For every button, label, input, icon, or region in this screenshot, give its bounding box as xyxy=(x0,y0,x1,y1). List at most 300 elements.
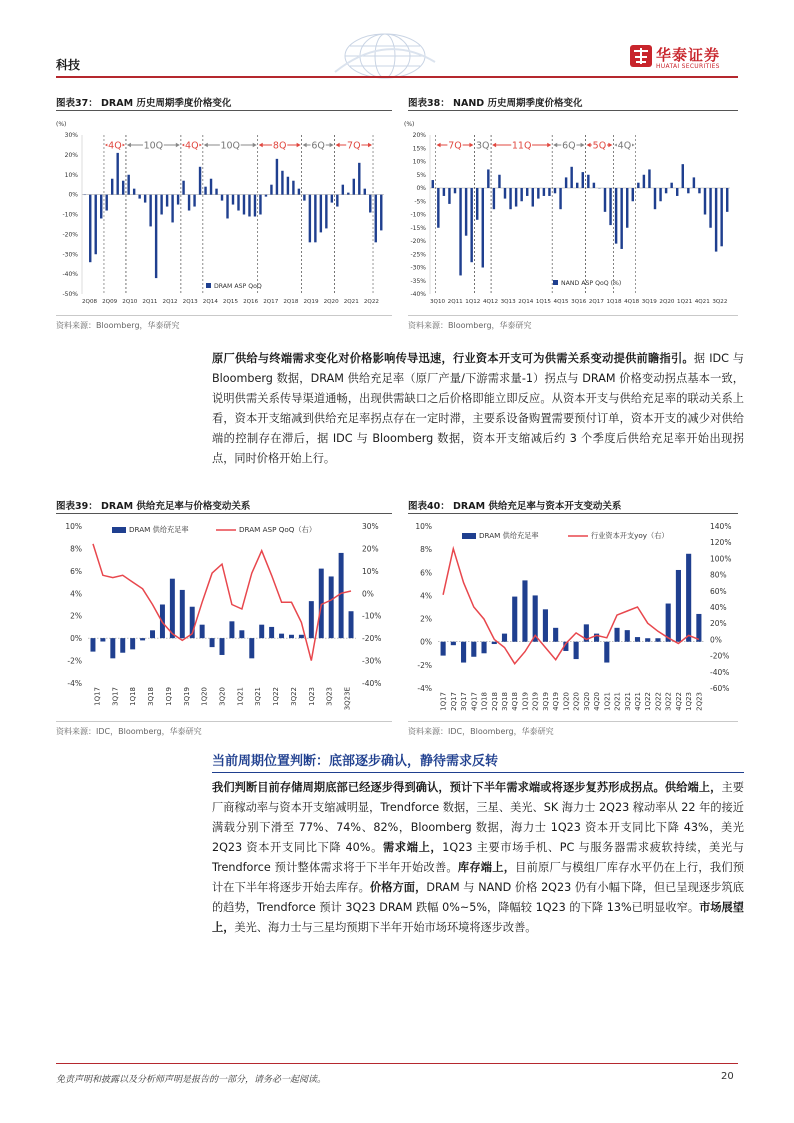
legend-label-bars: DRAM 供给充足率 xyxy=(129,525,189,534)
x-tick-label: 1Q18 xyxy=(480,692,489,711)
x-tick-label: 4Q18 xyxy=(624,299,640,305)
x-tick-label: 3Q19 xyxy=(541,692,550,711)
x-tick-label: 4Q21 xyxy=(634,692,642,711)
supply-ratio-bar xyxy=(492,642,497,644)
fig38-chart xyxy=(404,113,738,313)
y-tick-label: -40% xyxy=(410,291,426,298)
price-bar xyxy=(111,179,113,195)
price-bar xyxy=(336,195,338,207)
price-bar xyxy=(210,179,212,195)
x-tick-label: 4Q12 xyxy=(482,299,499,305)
x-tick-label: 2Q20 xyxy=(659,299,675,305)
left-y-tick-label: 10% xyxy=(415,522,432,531)
supply-ratio-bar xyxy=(574,642,579,659)
x-tick-label: 2Q18 xyxy=(283,299,299,305)
fig38-svg xyxy=(404,113,738,313)
cycle-label: 7Q xyxy=(347,140,361,152)
left-y-tick-label: 4% xyxy=(70,589,82,599)
y-tick-label: 20% xyxy=(64,151,78,159)
supply-ratio-bar xyxy=(170,579,175,638)
fig39-svg xyxy=(56,516,392,719)
cycle-label: 7Q xyxy=(448,140,462,152)
x-tick-label: 3Q22 xyxy=(664,692,673,711)
supply-ratio-bar xyxy=(210,638,215,647)
price-bar xyxy=(437,188,439,228)
cycle-label: 11Q xyxy=(511,140,532,152)
x-tick-label: 3Q23 xyxy=(325,687,334,706)
price-bar xyxy=(303,195,305,201)
price-bar xyxy=(226,195,228,219)
legend-label-bars: DRAM 供给充足率 xyxy=(479,531,539,540)
price-bar xyxy=(687,188,689,193)
left-y-tick-label: 10% xyxy=(65,522,82,531)
price-bar xyxy=(476,188,478,220)
supply-ratio-bar xyxy=(309,601,314,638)
p1-text: 据 IDC 与 Bloomberg 数据，DRAM 供给充足率（原厂产量/下游需求量-1）拐点与 DRAM 价格变动拐点基本一致，说明供需关系传导渠道通畅，出现供需缺口之后价格即能立即反应。从资本开支与供给充足率的联动关系上看，资本开支缩减到供给充足率拐点存在一定时滞，主要系设备购置需要预付订单，资本开支的减少对供给端的控制存在滞后，据 IDC 与 Bloomberg 数据，资本开支缩减后约 3 个季度后供给充足率开始出现拐点，同时价格开始上行。 xyxy=(212,352,744,465)
header-rule xyxy=(56,76,738,78)
y-tick-label: 30% xyxy=(64,132,78,139)
fig38-title: 图表38： NAND 历史周期季度价格变化 xyxy=(408,98,583,109)
p2-outlook-lead: 市场展望上， xyxy=(212,901,744,934)
price-bar xyxy=(248,195,250,217)
y-tick-label: 0% xyxy=(68,191,78,199)
supply-ratio-bar xyxy=(635,637,640,642)
supply-ratio-bar xyxy=(329,576,334,638)
x-tick-label: 2Q17 xyxy=(263,299,279,305)
legend-swatch-bars xyxy=(112,527,126,533)
x-tick-label: 1Q22 xyxy=(272,687,281,706)
x-tick-label: 2Q23 xyxy=(695,692,704,711)
supply-ratio-bar xyxy=(299,635,304,638)
price-bar xyxy=(369,195,371,213)
price-bar xyxy=(89,195,91,263)
x-tick-label: 3Q18 xyxy=(501,692,509,711)
price-bar xyxy=(504,188,506,199)
x-tick-label: 2Q17 xyxy=(588,299,604,305)
x-tick-label: 4Q22 xyxy=(674,692,683,711)
price-bar xyxy=(620,188,622,249)
supply-ratio-bar xyxy=(90,638,95,651)
x-tick-label: 2Q12 xyxy=(162,299,178,305)
price-bar xyxy=(576,183,578,188)
x-tick-label: 3Q20 xyxy=(218,687,227,706)
fig40-bottom-rule xyxy=(408,721,738,722)
supply-ratio-bar xyxy=(512,597,517,642)
section-heading: 当前周期位置判断：底部逐步确认，静待需求反转 xyxy=(212,754,499,769)
y-tick-label: -20% xyxy=(410,238,426,245)
price-bar xyxy=(515,188,517,207)
x-tick-label: 2Q19 xyxy=(303,299,319,305)
fig38-source: 资料来源：Bloomberg，华泰研究 xyxy=(408,321,532,330)
fig37-chart xyxy=(56,113,392,313)
x-tick-label: 4Q19 xyxy=(552,692,561,711)
supply-ratio-bar xyxy=(130,638,135,649)
supply-ratio-bar xyxy=(686,554,691,642)
cycle-label: 6Q xyxy=(562,140,576,152)
cycle-arrow-head xyxy=(127,143,131,147)
price-bar xyxy=(526,188,528,196)
price-bar xyxy=(454,188,456,193)
price-bar xyxy=(331,195,333,203)
price-bar xyxy=(188,195,190,211)
price-bar xyxy=(487,169,489,188)
y-tick-label: 20% xyxy=(412,132,426,139)
x-tick-label: 2Q22 xyxy=(363,299,379,305)
price-bar xyxy=(559,188,561,209)
right-y-tick-label: 60% xyxy=(710,586,727,596)
y-tick-label: 0% xyxy=(416,185,426,192)
fig39-chart xyxy=(56,516,392,719)
left-y-tick-label: 2% xyxy=(70,611,82,621)
price-bar xyxy=(637,183,639,188)
supply-ratio-bar xyxy=(625,630,630,642)
cycle-label: 10Q xyxy=(143,140,164,152)
x-tick-label: 2Q08 xyxy=(82,299,98,305)
cycle-arrow-head xyxy=(204,143,208,147)
x-tick-label: 2Q10 xyxy=(122,299,138,305)
right-y-tick-label: -20% xyxy=(362,634,382,644)
price-bar xyxy=(243,195,245,215)
p1-lead: 原厂供给与终端需求变化对价格影响传导迅速，行业资本开支可为供需关系变动提供前瞻指引。 xyxy=(212,352,694,365)
legend-label-line: 行业资本开支yoy（右） xyxy=(591,531,669,540)
left-y-tick-label: -2% xyxy=(417,660,432,670)
legend-label: NAND ASP QoQ (%) xyxy=(561,280,622,287)
x-tick-label: 1Q21 xyxy=(603,692,612,711)
x-tick-label: 3Q19 xyxy=(641,299,657,305)
x-tick-label: 2Q20 xyxy=(572,692,581,711)
price-bar xyxy=(314,195,316,243)
right-y-tick-label: 20% xyxy=(710,619,727,629)
body-paragraph-1 xyxy=(212,349,744,489)
price-bar xyxy=(670,183,672,188)
x-tick-label: 2Q19 xyxy=(531,692,540,711)
p2-outlook-text: 美光、海力士与三星均预期下半年开始市场环境将逐步改善。 xyxy=(234,921,537,934)
fig39-source: 资料来源：IDC，Bloomberg，华泰研究 xyxy=(56,727,202,736)
price-bar xyxy=(432,180,434,188)
section-heading-rule xyxy=(212,772,744,773)
supply-ratio-bar xyxy=(220,638,225,655)
left-y-tick-label: -4% xyxy=(417,684,432,693)
right-y-tick-label: 100% xyxy=(710,554,732,564)
x-tick-label: 3Q19 xyxy=(182,687,191,706)
supply-ratio-bar xyxy=(120,638,125,653)
y-tick-label: -15% xyxy=(410,224,426,232)
supply-ratio-bar xyxy=(543,609,548,641)
price-bar xyxy=(259,195,261,215)
x-tick-label: 2Q20 xyxy=(323,299,339,305)
right-y-tick-label: -40% xyxy=(710,667,730,677)
fig37-source: 资料来源：Bloomberg，华泰研究 xyxy=(56,321,180,330)
x-tick-label: 1Q18 xyxy=(129,687,138,706)
price-bar xyxy=(127,175,129,195)
supply-ratio-bar xyxy=(249,638,254,658)
price-bar xyxy=(292,181,294,195)
x-tick-label: 1Q18 xyxy=(606,299,622,305)
cycle-label: 4Q xyxy=(108,140,122,152)
price-bar xyxy=(204,187,206,195)
price-bar xyxy=(698,188,700,193)
disclaimer-note: 免责声明和披露以及分析师声明是报告的一部分，请务必一起阅读。 xyxy=(56,1075,327,1085)
price-bar xyxy=(375,195,377,243)
fig39-bottom-rule xyxy=(56,721,392,722)
right-y-tick-label: -10% xyxy=(362,611,382,621)
right-y-tick-label: -20% xyxy=(710,651,730,661)
price-bar xyxy=(100,195,102,219)
price-bar xyxy=(659,188,661,201)
x-tick-label: 1Q17 xyxy=(93,687,102,706)
price-bar xyxy=(160,195,162,215)
price-bar xyxy=(720,188,722,246)
cycle-label: 4Q xyxy=(617,140,632,152)
x-tick-label: 3Q20 xyxy=(582,692,591,711)
price-bar xyxy=(604,188,606,212)
y-tick-label: -10% xyxy=(410,211,426,219)
supply-ratio-bar xyxy=(471,642,476,657)
left-y-tick-label: 0% xyxy=(420,637,432,647)
price-bar xyxy=(380,195,382,231)
price-bar xyxy=(166,195,168,207)
x-tick-label: 3Q18 xyxy=(147,687,156,706)
price-bar xyxy=(177,195,179,205)
right-y-tick-label: 30% xyxy=(362,522,379,531)
price-bar xyxy=(509,188,511,209)
x-tick-label: 4Q20 xyxy=(593,692,602,711)
right-y-tick-label: 80% xyxy=(710,570,727,580)
price-bar xyxy=(465,188,467,236)
price-bar xyxy=(144,195,146,203)
price-bar xyxy=(199,167,201,195)
price-bar xyxy=(548,188,550,196)
cycle-label: 5Q xyxy=(592,140,607,152)
price-bar xyxy=(443,188,445,196)
supply-ratio-bar xyxy=(451,642,456,645)
supply-ratio-bar xyxy=(339,553,344,638)
price-bar xyxy=(587,175,589,188)
price-bar xyxy=(182,181,184,195)
cycle-arrow-head xyxy=(336,143,340,147)
fig40-top-rule xyxy=(408,513,738,514)
x-tick-label: 1Q20 xyxy=(200,687,209,706)
price-bar xyxy=(704,188,706,215)
x-tick-label: 1Q17 xyxy=(439,692,448,711)
price-bar xyxy=(347,193,349,195)
price-bar xyxy=(554,188,556,193)
x-tick-label: 2Q17 xyxy=(449,692,458,711)
y-tick-label: -50% xyxy=(62,291,78,298)
legend-swatch xyxy=(553,280,558,285)
cycle-arrow-head xyxy=(547,143,551,147)
price-bar xyxy=(493,188,495,209)
legend-swatch xyxy=(206,283,211,288)
cycle-arrow-head xyxy=(259,143,263,147)
price-bar xyxy=(254,195,256,217)
fig37-bottom-rule xyxy=(56,315,392,316)
price-bar xyxy=(543,188,545,196)
x-tick-label: 1Q19 xyxy=(164,687,173,706)
y-unit-label: (%) xyxy=(56,121,67,128)
price-bar xyxy=(122,181,124,195)
cycle-arrow-head xyxy=(492,143,496,147)
price-bar xyxy=(133,189,135,195)
y-tick-label: -40% xyxy=(62,271,78,279)
price-bar xyxy=(325,195,327,229)
price-bar xyxy=(609,188,611,225)
cycle-arrow-head xyxy=(297,143,301,147)
supply-ratio-bar xyxy=(441,642,446,656)
left-y-tick-label: -4% xyxy=(67,679,82,688)
y-tick-label: -10% xyxy=(62,211,78,219)
y-tick-label: -20% xyxy=(62,231,78,239)
price-bar xyxy=(95,195,97,255)
price-bar xyxy=(459,188,461,275)
y-tick-label: 15% xyxy=(412,145,426,153)
price-bar xyxy=(358,163,360,195)
price-bar xyxy=(648,169,650,188)
left-y-tick-label: 0% xyxy=(70,634,82,644)
cycle-label: 4Q xyxy=(185,140,199,152)
page-number: 20 xyxy=(721,1071,734,1082)
x-tick-label: 1Q21 xyxy=(677,299,693,305)
supply-ratio-bar xyxy=(481,642,486,654)
fig37-svg xyxy=(56,113,392,313)
price-bar xyxy=(287,177,289,195)
legend-label-line: DRAM ASP QoQ（右） xyxy=(239,525,317,534)
x-tick-label: 4Q17 xyxy=(470,692,479,711)
p2-demand-lead: 需求端上， xyxy=(382,841,443,854)
x-tick-label: 3Q22 xyxy=(289,687,298,706)
x-tick-label: 2Q11 xyxy=(447,299,463,305)
price-bar xyxy=(632,188,634,201)
cycle-arrow-head xyxy=(469,143,473,147)
price-bar xyxy=(593,183,595,188)
supply-ratio-bar xyxy=(604,642,609,663)
y-tick-label: -35% xyxy=(410,277,426,285)
right-y-tick-label: -30% xyxy=(362,656,382,666)
x-tick-label: 3Q17 xyxy=(111,687,120,706)
y-tick-label: 5% xyxy=(416,171,426,179)
logo-text-cn: 华泰证券 xyxy=(656,46,721,64)
x-tick-label: 3Q17 xyxy=(460,692,469,711)
price-bar xyxy=(643,175,645,188)
price-bar xyxy=(171,195,173,223)
logo-text-en: HUATAI SECURITIES xyxy=(656,63,720,70)
x-tick-label: 2Q18 xyxy=(490,692,499,711)
price-bar xyxy=(232,195,234,205)
price-bar xyxy=(448,188,450,204)
right-y-tick-label: 0% xyxy=(362,589,374,599)
price-bar xyxy=(116,153,118,195)
x-tick-label: 2Q21 xyxy=(613,692,622,711)
supply-ratio-bar xyxy=(200,625,205,638)
cycle-arrow-head xyxy=(253,143,257,147)
p2-price-lead: 价格方面， xyxy=(369,881,427,894)
section-label: 科技 xyxy=(56,58,81,72)
supply-ratio-bar xyxy=(279,634,284,638)
price-bar xyxy=(281,171,283,195)
cycle-arrow-head xyxy=(368,143,372,147)
x-tick-label: 1Q15 xyxy=(535,299,551,305)
p2-demand-text: 1Q23 主要市场手机、PC 与服务器需求疲软持续，美光与 Trendforce 预计整体需求将于下半年开始改善。 xyxy=(212,841,744,874)
price-bar xyxy=(715,188,717,252)
price-bar xyxy=(482,188,484,268)
p2-lead: 我们判断目前存储周期底部已经逐步得到确认，预计下半年需求端或将逐步复苏形成拐点。 xyxy=(212,781,665,794)
supply-ratio-bar xyxy=(269,627,274,638)
price-bar xyxy=(520,188,522,201)
cycle-arrow-head xyxy=(587,143,591,147)
price-bar xyxy=(565,177,567,188)
price-bar xyxy=(654,188,656,209)
x-tick-label: 4Q15 xyxy=(553,299,569,305)
price-bar xyxy=(364,189,366,195)
right-y-tick-label: -40% xyxy=(362,679,382,688)
x-tick-label: 2Q11 xyxy=(142,299,158,305)
price-bar xyxy=(193,195,195,207)
y-tick-label: 10% xyxy=(64,171,78,179)
price-bar xyxy=(298,189,300,195)
right-y-tick-label: 20% xyxy=(362,544,379,554)
supply-ratio-bar xyxy=(502,634,507,642)
supply-ratio-bar xyxy=(289,635,294,638)
price-bar xyxy=(237,195,239,211)
cycle-arrow-head xyxy=(581,143,585,147)
x-tick-label: 3Q10 xyxy=(430,299,446,305)
supply-ratio-bar xyxy=(140,638,145,640)
supply-ratio-bar xyxy=(696,614,701,642)
x-tick-label: 3Q23E xyxy=(343,687,352,711)
fig40-chart xyxy=(408,516,738,719)
supply-ratio-bar xyxy=(349,611,354,638)
fig37-top-rule xyxy=(56,110,392,111)
x-tick-label: 4Q21 xyxy=(694,299,710,305)
footer-rule xyxy=(56,1063,738,1064)
x-tick-label: 2Q13 xyxy=(182,299,198,305)
price-bar xyxy=(615,188,617,244)
x-tick-label: 2Q15 xyxy=(222,299,239,305)
price-bar xyxy=(276,159,278,195)
x-tick-label: 3Q16 xyxy=(571,299,587,305)
p2-inventory-text: 目前原厂与模组厂库存水平仍在上行，我们预计在下半年将逐步开始去库存。 xyxy=(212,861,744,894)
right-y-tick-label: 10% xyxy=(362,566,379,576)
fig39-top-rule xyxy=(56,513,392,514)
cycle-arrow-head xyxy=(176,143,180,147)
right-y-tick-label: -60% xyxy=(710,684,730,693)
huatai-logo xyxy=(630,42,738,74)
x-tick-label: 3Q21 xyxy=(254,687,263,706)
supply-ratio-bar xyxy=(229,621,234,638)
right-y-tick-label: 140% xyxy=(710,522,732,531)
legend-label: DRAM ASP QoQ xyxy=(214,283,262,290)
supply-ratio-bar xyxy=(645,638,650,641)
x-tick-label: 1Q19 xyxy=(521,692,530,711)
fig40-source: 资料来源：IDC，Bloomberg，华泰研究 xyxy=(408,727,554,736)
y-tick-label: 10% xyxy=(412,158,426,166)
x-tick-label: 2Q14 xyxy=(202,299,218,305)
x-tick-label: 3Q22 xyxy=(712,299,728,305)
x-tick-label: 1Q22 xyxy=(644,692,653,711)
secondary-series-line xyxy=(443,549,699,664)
left-y-tick-label: 6% xyxy=(420,568,432,578)
price-bar xyxy=(532,188,534,207)
y-unit-label: (%) xyxy=(404,121,415,128)
left-y-tick-label: 6% xyxy=(70,566,82,576)
x-tick-label: 2Q09 xyxy=(102,299,118,305)
fig40-title: 图表40： DRAM 供给充足率与资本开支变动关系 xyxy=(408,501,622,512)
price-bar xyxy=(342,185,344,195)
supply-ratio-bar xyxy=(239,630,244,638)
price-bar xyxy=(106,195,108,211)
p2-supply-text: 主要厂商稼动率与资本开支缩减明显，Trendforce 数据，三星、美光、SK 海力士 2Q23 稼动率从 22 年的接近满载分别下滑至 77%、74%、82%，Bloomberg 数据，海力士 1Q23 资本开支同比下降 43%，美光 2Q23 资本开支同比下降 40%。 xyxy=(212,781,744,854)
price-bar xyxy=(582,172,584,188)
